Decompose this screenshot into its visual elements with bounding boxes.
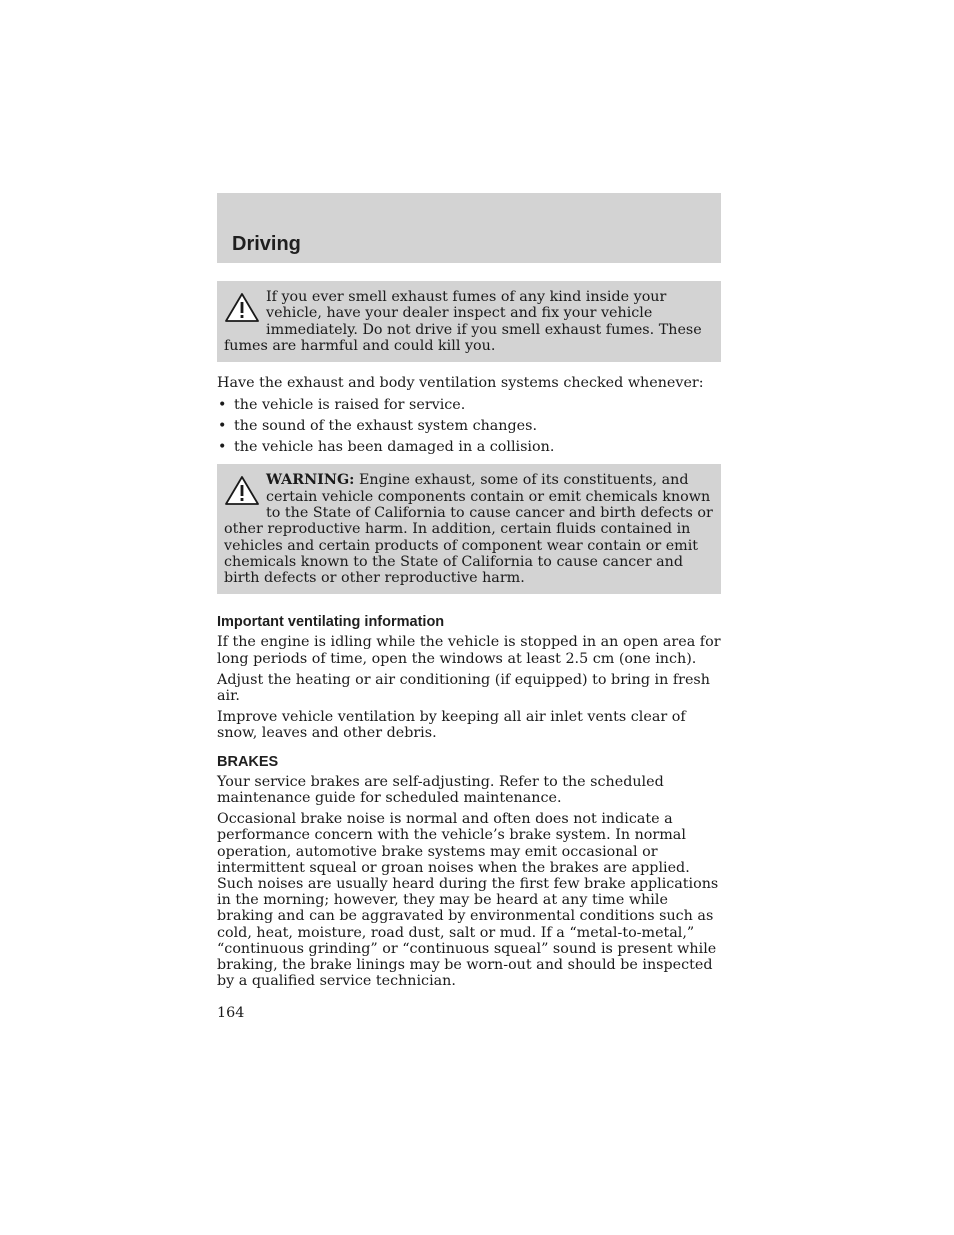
warning-text: Engine exhaust, some of its constituents, and certain vehicle components contain or emit chemicals known to the State of California to cause cancer and birth defects or other reproductive harm. In addition, certain fluids contained in vehicles and certain products of component wear contain or emit chemicals known to the State of California to cause cancer and birth defects or other reproductive harm.	[224, 472, 713, 587]
section-header	[217, 193, 721, 263]
paragraph: Improve vehicle ventilation by keeping all air inlet vents clear of snow, leaves and other debris.	[217, 709, 686, 742]
list-item: • the vehicle is raised for service.	[217, 395, 721, 416]
page-number: 164	[217, 1005, 245, 1022]
paragraph: Adjust the heating or air conditioning (if equipped) to bring in fresh air.	[217, 671, 710, 705]
section-title: Driving	[232, 233, 301, 255]
warning-triangle-icon	[224, 475, 260, 507]
checklist	[217, 395, 721, 458]
paragraph: If the engine is idling while the vehicle is stopped in an open area for long periods of time, open the windows at least 2.5 cm (one inch).	[217, 634, 721, 667]
warning-label: WARNING:	[266, 472, 355, 489]
intro-text: Have the exhaust and body ventilation systems checked whenever:	[217, 375, 704, 392]
ventilation-heading: Important ventilating information	[217, 614, 445, 631]
california-warning	[217, 464, 721, 594]
manual-page	[217, 193, 721, 1021]
paragraph: Occasional brake noise is normal and often does not indicate a performance concern with the vehicle’s brake system. In normal operation, automotive brake systems may emit occasional or intermittent squeal or groan noises when the brakes are applied. Such noises are usually heard during the first few brake applications in the morning; however, they may be heard at any time while braking and can be aggravated by environmental conditions such as cold, heat, moisture, road dust, salt or mud. If a “metal-to-metal,” “continuous grinding” or “continuous squeal” sound is present while braking, the brake linings may be worn-out and should be inspected by a qualified service technician.	[217, 811, 719, 990]
warning-text: If you ever smell exhaust fumes of any kind inside your vehicle, have your dealer inspect and fix your vehicle immediately. Do not drive if you smell exhaust fumes. These fumes are harmful and could kill you.	[224, 289, 702, 354]
warning-triangle-icon	[224, 292, 260, 324]
brakes-heading: BRAKES	[217, 753, 279, 770]
list-item: • the vehicle has been damaged in a collision.	[217, 437, 721, 458]
list-item: • the sound of the exhaust system changes.	[217, 416, 721, 437]
paragraph: Your service brakes are self-adjusting. Refer to the scheduled maintenance guide for scheduled maintenance.	[217, 773, 664, 806]
exhaust-fumes-warning	[217, 281, 721, 362]
